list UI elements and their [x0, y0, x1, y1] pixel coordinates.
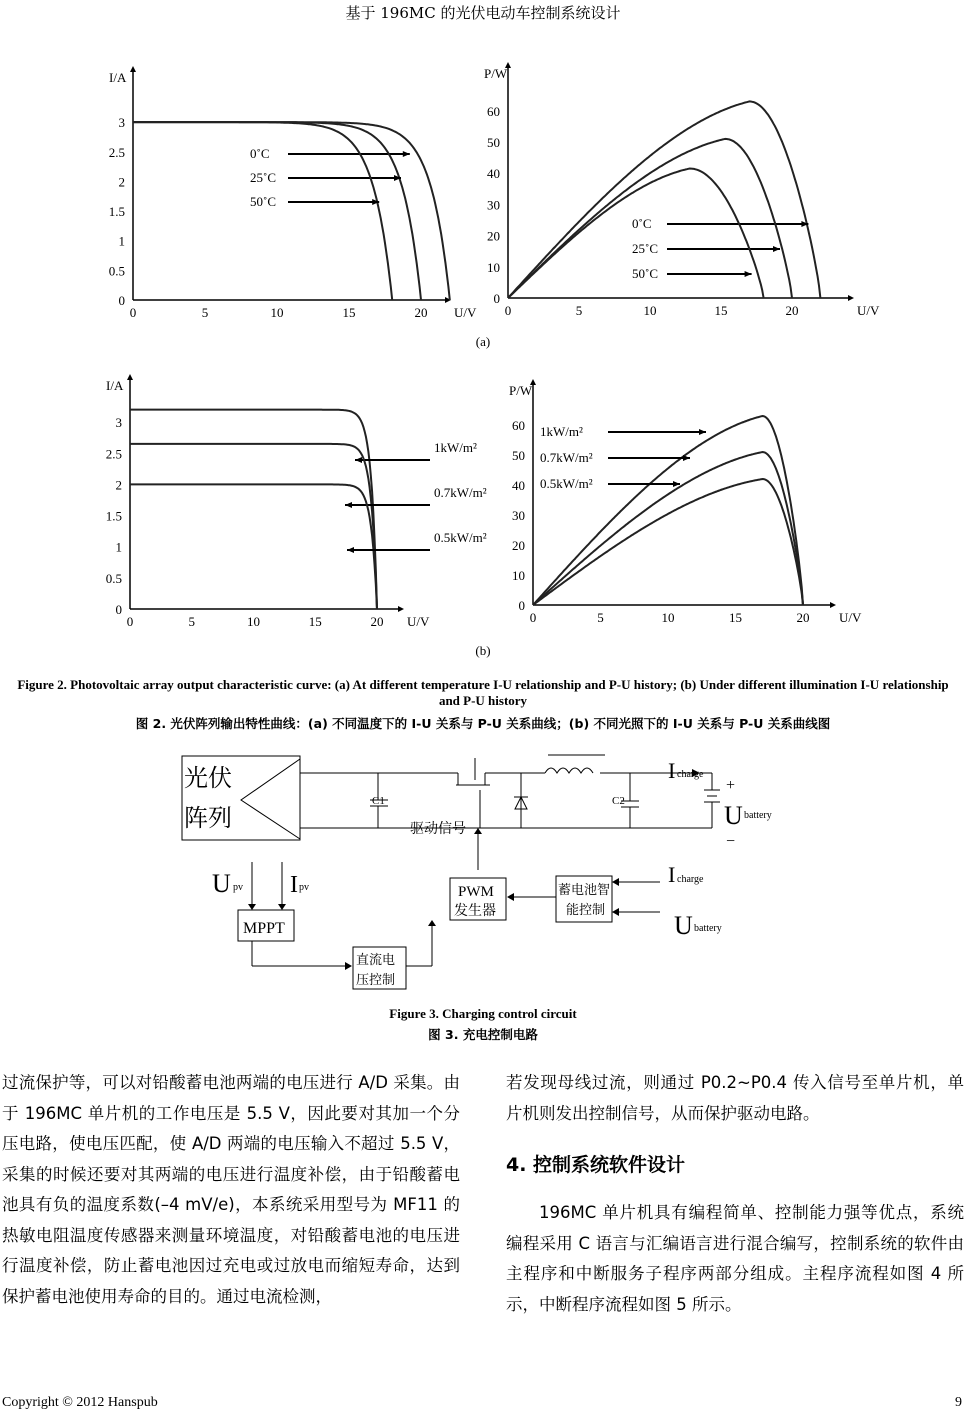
x-tick-label: 15 [714, 303, 728, 318]
y-axis-label: I/A [109, 70, 127, 85]
c1-label: C1 [372, 795, 385, 807]
mppt-label: MPPT [243, 920, 285, 937]
y-tick-label: 1 [115, 539, 122, 555]
x-axis-label: U/V [839, 610, 862, 625]
x-axis-label: U/V [454, 305, 477, 320]
series-curve [130, 410, 377, 609]
subfigure-label-a: (a) [475, 334, 491, 349]
x-tick-label: 0 [129, 305, 137, 320]
y-tick-label: 1 [118, 233, 125, 249]
legend-label: 50˚C [250, 194, 276, 209]
legend-arrowhead [699, 429, 706, 435]
y-tick-label: 0 [518, 598, 525, 613]
battery-control-label: 蓄电池智 [558, 882, 611, 897]
x-axis-arrow [830, 602, 836, 608]
legend-arrowhead [773, 246, 780, 252]
y-tick-label: 0.5 [105, 570, 122, 586]
series-curve [133, 122, 450, 300]
figure-2-caption-zh: 图 2. 光伏阵列输出特性曲线：(a) 不同温度下的 I-U 关系与 P-U 关系曲线；(b) 不同光照下的 I-U 关系与 P-U 关系曲线图 [135, 716, 831, 731]
y-tick-label: 2 [118, 174, 125, 190]
u-pv-sub: pv [233, 882, 243, 893]
y-tick-label: 0.5 [108, 263, 125, 279]
legend-label: 25˚C [250, 170, 276, 185]
x-tick-label: 10 [247, 614, 260, 629]
x-tick-label: 15 [342, 305, 356, 320]
pv-array-symbol [241, 759, 300, 839]
series-curve [533, 452, 803, 605]
body-right-paragraph-1: 若发现母线过流，则通过 P0.2~P0.4 传入信号至单片机，单片机则发出控制信号，从而保护驱动电路。 [506, 1073, 964, 1123]
body-right-paragraph-2: 196MC 单片机具有编程简单、控制能力强等优点，系统编程采用 C 语言与汇编语言进行混合编写，控制系统的软件由主程序和中断服务子程序两部分组成。主程序流程如图 4 所示，中断程序流程如图 5 所示。 [506, 1203, 964, 1314]
x-tick-label: 5 [201, 305, 209, 320]
y-tick-label: 20 [487, 228, 500, 244]
page-number: 9 [955, 1395, 962, 1410]
y-tick-label: 50 [512, 448, 525, 463]
y-tick-label: 1.5 [105, 508, 122, 524]
y-tick-label: 2.5 [105, 446, 122, 462]
i-charge-input-label: I [668, 862, 676, 887]
figure-3-caption-en: Figure 3. Charging control circuit [389, 1006, 577, 1021]
legend-label: 0˚C [250, 146, 270, 161]
x-tick-label: 15 [729, 610, 742, 625]
body-left-column: 过流保护等，可以对铅酸蓄电池两端的电压进行 A/D 采集。由于 196MC 单片机的工作电压是 5.5 V，因此要对其加一个分压电路，使电压匹配，使 A/D 两端的电压输入不超过 5.5 V，采集的时候还要对其两端的电压进行温度补偿，由于铅酸蓄电池具有负的温度系数(–4 mV/e)，本系统采用型号为 MF11 的热敏电阻温度传感器来测量环境温度，对铅酸蓄电池的电压进行温度补偿，防止蓄电池因过充电或过放电而缩短寿命，达到保护蓄电池使用寿命的目的。通过电流检测， [2, 1073, 460, 1306]
y-tick-label: 10 [487, 259, 500, 275]
x-tick-label: 10 [270, 305, 284, 320]
i-pv-sub: pv [299, 882, 309, 893]
pwm-label: PWM [458, 884, 494, 900]
series-curve [130, 444, 377, 609]
battery-control-label-2: 能控制 [566, 902, 606, 917]
x-tick-label: 5 [597, 610, 604, 625]
x-tick-label: 0 [126, 614, 134, 629]
series-curve [130, 484, 377, 609]
legend-label: 0.7kW/m² [540, 450, 593, 465]
x-axis-label: U/V [857, 303, 880, 318]
x-tick-label: 20 [785, 303, 799, 318]
i-charge-input-sub: charge [677, 874, 704, 885]
legend-label: 0˚C [632, 216, 652, 231]
x-axis-arrow [848, 295, 854, 301]
i-charge-sub: charge [677, 769, 704, 780]
series-curve [508, 101, 820, 298]
pwm-label-2: 发生器 [454, 904, 496, 919]
i-pv-label: I [290, 872, 298, 898]
y-axis-arrow [127, 374, 133, 380]
series-curve [133, 122, 421, 300]
dc-control-label-2: 压控制 [356, 972, 396, 987]
i-charge-label: I [668, 758, 676, 783]
legend-label: 0.5kW/m² [540, 476, 593, 491]
pv-array-label: 光伏 [184, 766, 232, 792]
u-battery-label: U [724, 801, 743, 830]
y-axis-arrow [130, 66, 136, 72]
x-tick-label: 20 [796, 610, 810, 625]
pv-array-label-2: 阵列 [184, 806, 232, 832]
x-tick-label: 15 [308, 614, 322, 629]
drive-signal-label: 驱动信号 [410, 822, 466, 837]
y-tick-label: 30 [487, 197, 500, 213]
section-heading: 4. 控制系统软件设计 [506, 1154, 686, 1176]
dc-control-label: 直流电 [356, 952, 396, 967]
legend-label: 25˚C [632, 241, 658, 256]
figure-3-caption-zh: 图 3. 充电控制电路 [428, 1027, 538, 1042]
y-tick-label: 30 [512, 508, 525, 523]
series-curve [533, 416, 803, 605]
u-battery-sub: battery [744, 810, 772, 821]
y-axis-label: I/A [106, 378, 124, 393]
u-pv-label: U [212, 869, 231, 898]
y-axis-label: P/W [509, 383, 533, 398]
copyright: Copyright © 2012 Hanspub [2, 1395, 158, 1410]
plus-sign: + [726, 777, 736, 794]
legend-label: 50˚C [632, 266, 658, 281]
y-axis-label: P/W [484, 66, 508, 81]
legend-label: 0.7kW/m² [434, 485, 487, 500]
minus-sign: − [726, 833, 736, 850]
inductor [545, 768, 593, 773]
legend-arrowhead [355, 457, 362, 463]
legend-label: 0.5kW/m² [434, 530, 487, 545]
u-battery-input-label: U [674, 911, 693, 940]
u-battery-input-sub: battery [694, 923, 722, 934]
x-tick-label: 5 [188, 614, 195, 629]
legend-arrowhead [347, 547, 354, 553]
x-tick-label: 0 [504, 303, 512, 318]
legend-label: 1kW/m² [434, 440, 477, 455]
legend-arrowhead [345, 502, 352, 508]
x-axis-arrow [398, 606, 404, 612]
x-tick-label: 0 [529, 610, 537, 625]
legend-arrowhead [403, 151, 410, 157]
y-tick-label: 50 [487, 135, 500, 150]
c2-label: C2 [612, 795, 625, 807]
y-tick-label: 1.5 [108, 204, 125, 220]
series-curve [533, 479, 803, 605]
y-tick-label: 3 [118, 115, 125, 131]
x-tick-label: 10 [661, 610, 675, 625]
y-tick-label: 0 [118, 293, 125, 308]
y-tick-label: 0 [493, 291, 500, 306]
y-tick-label: 2 [115, 477, 122, 493]
y-tick-label: 10 [512, 568, 525, 583]
y-tick-label: 3 [115, 415, 122, 431]
y-tick-label: 40 [487, 166, 500, 182]
figure-2-charts [0, 0, 966, 660]
x-tick-label: 20 [370, 614, 384, 629]
figure-3-circuit [0, 740, 966, 990]
x-tick-label: 20 [414, 305, 428, 320]
y-tick-label: 60 [512, 418, 525, 433]
x-tick-label: 10 [643, 303, 657, 318]
legend-arrowhead [683, 455, 690, 461]
x-axis-label: U/V [407, 614, 430, 629]
y-tick-label: 40 [512, 478, 525, 493]
figure-2-caption-en: Figure 2. Photovoltaic array output characteristic curve: (a) At different temperature I-U relationship and P-U history; (b) Under different illumination I-U relationship and P-U history [17, 677, 949, 708]
x-tick-label: 5 [575, 303, 583, 318]
y-tick-label: 60 [487, 103, 500, 119]
y-tick-label: 2.5 [108, 144, 125, 160]
legend-label: 1kW/m² [540, 424, 583, 439]
subfigure-label-b: (b) [475, 643, 491, 658]
y-tick-label: 20 [512, 538, 525, 553]
running-header: 基于 196MC 的光伏电动车控制系统设计 [345, 4, 621, 22]
legend-arrowhead [745, 271, 752, 277]
y-tick-label: 0 [115, 602, 122, 617]
legend-arrowhead [673, 481, 680, 487]
